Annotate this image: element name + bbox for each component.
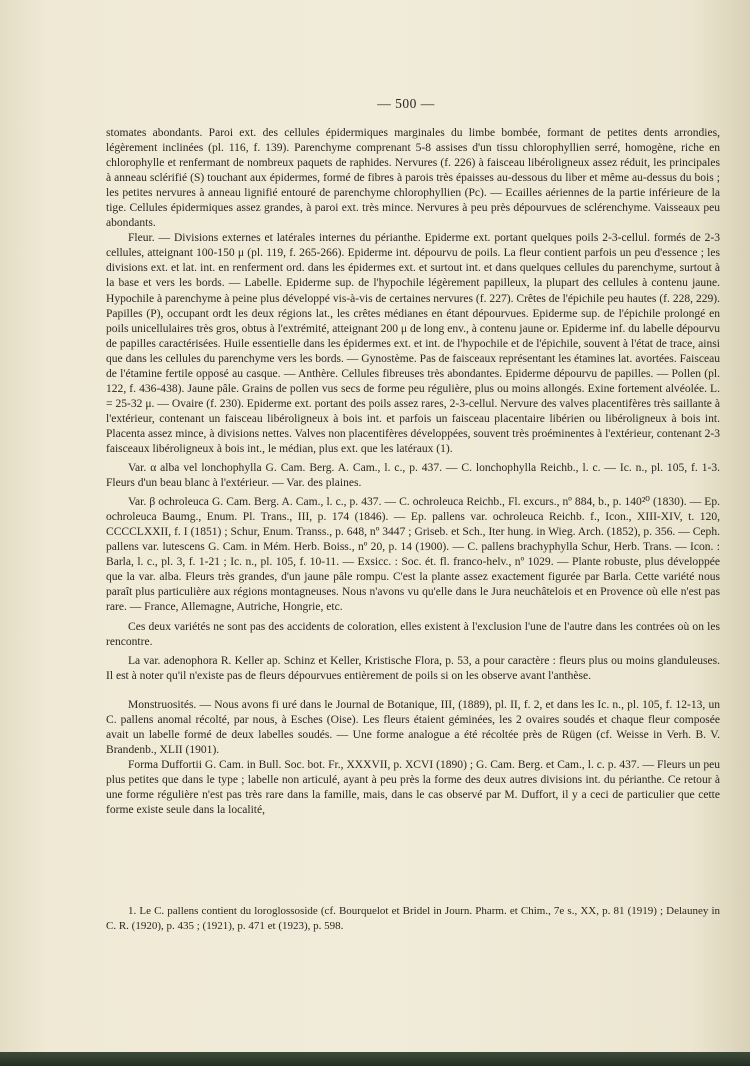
paragraph-flower: Fleur. — Divisions externes et latérales internes du périanthe. Epiderme ext. portant quelques poils 2-3-cellul. formés de 2-3 cellules, atteignant 100-150 μ (pl. 119, f. 265-266). Epiderme int. dépourvu de poils. La fleur contient parfois un peu d'essence ; les divisions ext. et lat. int. en renferment ord. dans les épidermes ext. et surtout int. et dans quelques cellules du parenchyme, surtout à la base et vers les bords. — Labelle. Epiderme sup. de l'hypochile légèrement papilleux, la plupart des cellules à contenu jaune. Hypochile à parenchyme à peine plus développé vis-à-vis de certaines nervures (f. 227). Crêtes de l'épichile peu hautes (f. 228, 229). Papilles (P), occupant ordt les deux régions lat., les crêtes médianes en étant dépourvues. Epiderme sup. de l'épichile prolongé en poils unicellulaires très gros, obtus à l'extrémité, atteignant 200 μ de long env., à contenu jaune or. Epiderme inf. du labelle dépourvu de papilles caractérisées. Huile essentielle dans les épidermes ext. et int. de l'hypochile et de l'épichile, souvent à l'état de trace, ainsi que dans les cellules du parenchyme vers les bords. — Gynostème. Pas de faisceaux représentant les étamines lat. avortées. Faisceau de l'étamine fertile opposé au casque. — Anthère. Cellules fibreuses très abondantes. Epiderme dépourvu de papilles. — Pollen (pl. 122, f. 436-438). Jaune pâle. Grains de pollen vus secs de forme peu régulière, plus ou moins allongés. Exine fortement alvéolée. L. = 25-32 μ. — Ovaire (f. 230). Epiderme ext. portant des poils assez rares, 2-3-cellul. Nervure des valves placentifères très saillante à l'extérieur, contenant un faisceau libéroligneux à bois int. et parfois un faisceau placentaire libérien ou libéroligneux à bois int. Placenta assez mince, à divisions nettes. Valves non placentifères développées, souvent très proéminentes à l'extérieur, contenant 2-3 faisceaux libéroligneux à bois int., le médian, plus ext. que les latéraux (1). xyxy=(106,232,720,455)
paragraph-var-adenophora: La var. adenophora R. Keller ap. Schinz et Keller, Kristische Flora, p. 53, a pour caractère : fleurs plus ou moins glanduleuses. Il est à noter qu'il n'existe pas de fleurs dépourvues entièrement de poils si on les observe avant l'anthèse. xyxy=(106,654,720,682)
paragraph-monstruosites: Monstruosités. — Nous avons fi uré dans le Journal de Botanique, III, (1889), pl. II, f. 2, et dans les Ic. n., pl. 105, f. 12-13, un C. pallens anomal récolté, par nous, à Esches (Oise). Les fleurs étaient géminées, les 2 ovaires soudés et chaque fleur composée avait un labelle formé de deux labelles soudés. — Une forme analogue a été récoltée près de Rügen (cf. Weisse in Verh. B. V. Brandenb., XLII (1901). xyxy=(106,698,720,756)
page-number: — 500 — xyxy=(377,96,435,111)
main-text xyxy=(106,126,720,818)
paragraph-varieties-note: Ces deux variétés ne sont pas des accidents de coloration, elles existent à l'exclusion l'une de l'autre dans les contrées où on les rencontre. xyxy=(106,620,720,648)
paragraph-leaf-anatomy: stomates abondants. Paroi ext. des cellules épidermiques marginales du limbe bombée, formant de petites dents arrondies, légèrement inclinées (pl. 116, f. 139). Parenchyme comprenant 5-8 assises d'un tissu chlorophyllien serré, homogène, riche en chlorophylle et renfermant de nombreux paquets de raphides. Nervures (f. 226) à faisceau libéroligneux assez réduit, les principales à anneau sclérifié (S) touchant aux épidermes, formé de fibres à parois très épaisses au-dessous du liber et même au-dessus du bois ; les petites nervures à anneau lignifié entouré de parenchyme chlorophyllien (Pc). — Ecailles aériennes de la partie inférieure de la tige. Cellules épidermiques assez grandes, à paroi ext. très mince. Nervures à peu près dépourvues de sclérenchyme. Vaisseaux peu abondants. xyxy=(106,127,720,230)
paragraph-var-alba: Var. α alba vel lonchophylla G. Cam. Berg. A. Cam., l. c., p. 437. — C. lonchophylla Reichb., l. c. — Ic. n., pl. 105, f. 1-3. Fleurs d'un beau blanc à l'extérieur. — Var. des plaines. xyxy=(106,462,720,490)
footnote: 1. Le C. pallens contient du loroglossoside (cf. Bourquelot et Bridel in Journ. Pharm. et Chim., 7e s., XX, p. 81 (1919) ; Delauney in C. R. (1920), p. 435 ; (1921), p. 471 et (1923), p. 598. xyxy=(106,905,720,932)
paragraph-forma-duffortii: Forma Duffortii G. Cam. in Bull. Soc. bot. Fr., XXXVII, p. XCVI (1890) ; G. Cam. Berg. et Cam., l. c. p. 437. — Fleurs un peu plus petites que dans le type ; labelle non articulé, ayant à peu près la forme des deux autres divisions int. du périanthe. Ce retour à une forme régulière n'est pas très rare dans la famille, mais, dans le cas observé par M. Duffort, il y a ceci de particulier que cette forme existe seule dans la localité, xyxy=(106,758,720,817)
scan-bottom-edge xyxy=(0,1052,750,1066)
paragraph-var-ochroleuca: Var. β ochroleuca G. Cam. Berg. A. Cam., l. c., p. 437. — C. ochroleuca Reichb., Fl. excurs., nº 884, b., p. 140²⁰ (1830). — Ep. ochroleuca Baumg., Enum. Pl. Trans., III, p. 174 (1846). — Ep. pallens var. ochroleuca Reichb. f., Icon., XIII-XIV, t. 120, CCCCLXXII, f. I (1851) ; Schur, Enum. Transs., p. 648, nº 3447 ; Griseb. et Sch., Iter hung. in Wieg. Arch. (1852), p. 356. — Ceph. pallens var. lutescens G. Cam. in Mém. Herb. Boiss., nº 20, p. 14 (1900). — C. pallens brachyphylla Schur, Herb. Trans. — Icon. : Barla, l. c., pl. 3, f. 1-21 ; Ic. n., pl. 105, f. 10-11. — Exsicc. : Soc. ét. fl. franco-helv., nº 1029. — Plante robuste, plus développée que la var. alba. Fleurs très grandes, d'un jaune pâle rompu. C'est la plante assez exactement figurée par Barla. Cette variété nous paraît plus particulière aux régions montagneuses. Nous n'avons vu qu'elle dans le Jura neuchâtelois et en Provence où elle n'est pas rare. — France, Allemagne, Autriche, Hongrie, etc. xyxy=(106,496,720,614)
